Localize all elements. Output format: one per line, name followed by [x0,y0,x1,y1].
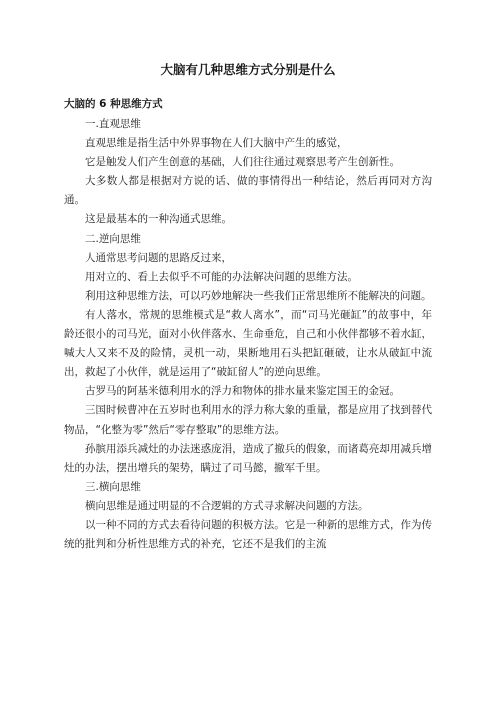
subheading-reverse-thinking: 二.逆向思维 [85,232,141,245]
paragraph: 以一种不同的方式去看待问题的积极方法。它是一种新的思维方式，作为传统的批判和分析性思维方式的补充，它还不是我们的主流 [64,518,432,551]
paragraph: 用对立的、看上去似乎不可能的办法解决问题的思维方法。 [85,270,358,283]
paragraph: 利用这种思维方法，可以巧妙地解决一些我们正常思维所不能解决的问题。 [85,289,432,302]
paragraph: 它是触发人们产生创意的基础，人们往往通过观察思考产生创新性。 [85,156,400,169]
paragraph: 孙膑用添兵减灶的办法迷惑庞涓，造成了撤兵的假象，而诸葛亮却用减兵增灶的办法，摆出增兵的架势，瞒过了司马懿，撤军千里。 [64,442,432,474]
paragraph: 这是最基本的一种沟通式思维。 [85,213,232,226]
document-title: 大脑有几种思维方式分别是什么 [160,62,336,77]
paragraph: 大多数人都是根据对方说的话、做的事情得出一种结论，然后再同对方沟通。 [64,175,432,207]
subheading-lateral-thinking: 三.横向思维 [85,480,141,493]
paragraph: 横向思维是通过明显的不合逻辑的方式寻求解决问题的方法。 [85,499,369,512]
paragraph: 有人落水，常规的思维模式是“救人离水”，而“司马光砸缸”的故事中，年龄还很小的司马光，面对小伙伴落水、生命垂危，自己和小伙伴都够不着水缸，喊大人又来不及的险情，灵机一动，果断地用石头把缸砸破，让水从破缸中流出，救起了小伙伴，就是运用了“破缸留人”的逆向思维。 [64,308,432,379]
subheading-intuitive-thinking: 一.直观思维 [85,118,141,130]
section-heading: 大脑的 6 种思维方式 [64,98,163,110]
paragraph: 三国时候曹冲在五岁时也利用水的浮力称大象的重量，都是应用了找到替代物品，“化整为零”然后“零存整取”的思维方法。 [64,404,432,436]
paragraph: 人通常思考问题的思路反过来， [85,251,232,264]
paragraph: 直观思维是指生活中外界事物在人们大脑中产生的感觉， [85,137,348,150]
paragraph: 古罗马的阿基米德利用水的浮力和物体的排水量来鉴定国王的金冠。 [85,385,400,398]
